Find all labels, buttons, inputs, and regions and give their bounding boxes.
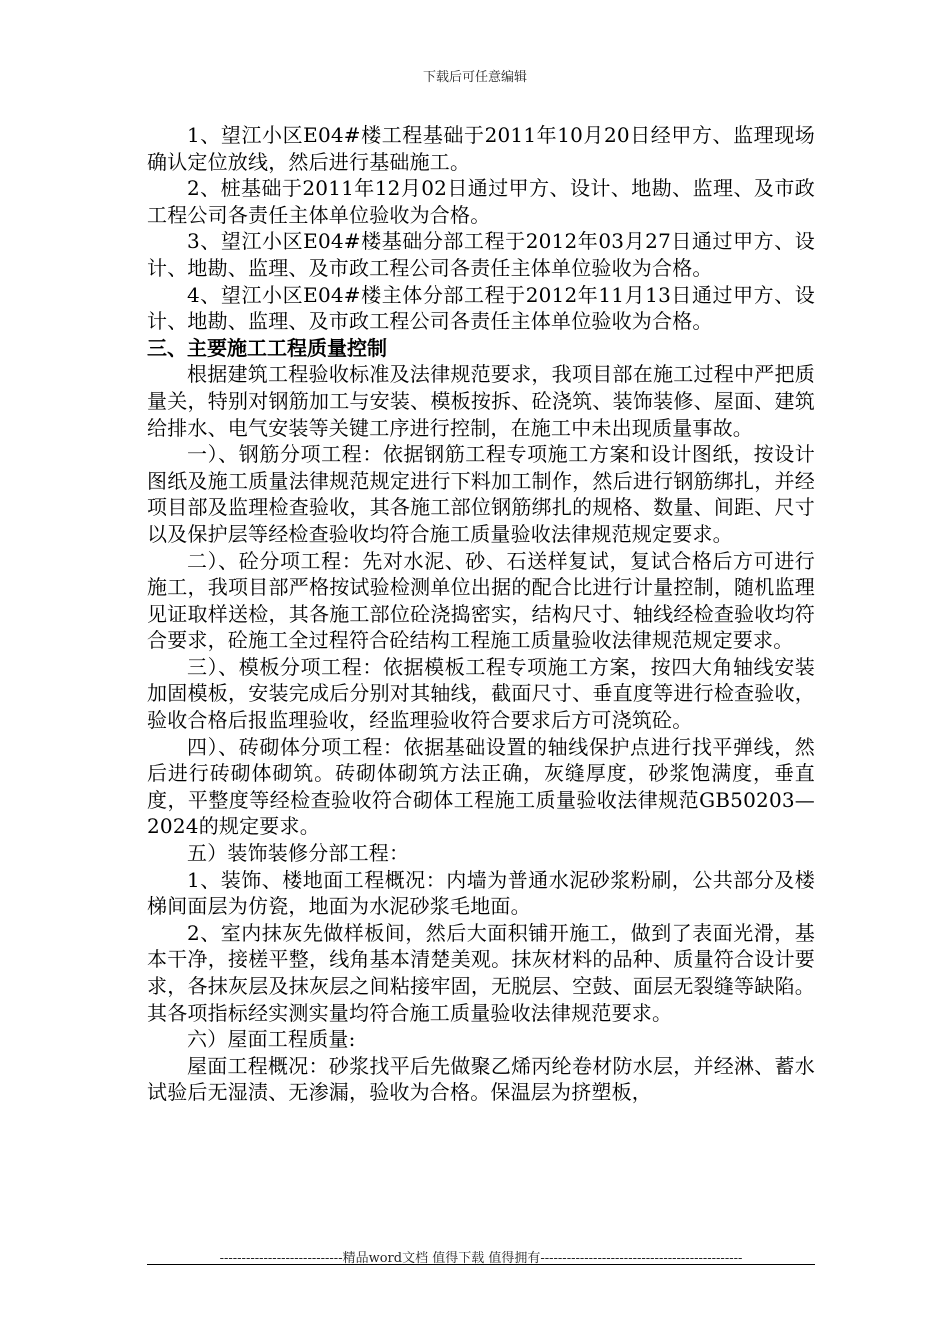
section-heading: 三、主要施工工程质量控制: [147, 335, 387, 360]
subsection-heading: 六）屋面工程质量:: [187, 1027, 356, 1052]
paragraph: 2、桩基础于2011年12月02日通过甲方、设计、地勘、监理、及市政工程公司各责任主体单位验收为合格。: [147, 176, 815, 227]
paragraph: 4、望江小区E04#楼主体分部工程于2012年11月13日通过甲方、设计、地勘、监理、及市政工程公司各责任主体单位验收为合格。: [147, 282, 815, 334]
paragraph: 2、室内抹灰先做样板间，然后大面积铺开施工，做到了表面光滑，基本干净，接槎平整，线角基本清楚美观。抹灰材料的品种、质量符合设计要求，各抹灰层及抹灰层之间粘接牢固，无脱层、空鼓、面层无裂缝等缺陷。其各项指标经实测实量均符合施工质量验收法律规范要求。: [147, 920, 815, 1025]
page-header-note: 下载后可任意编辑: [422, 70, 527, 85]
paragraph: 1、装饰、楼地面工程概况：内墙为普通水泥砂浆粉刷，公共部分及楼梯间面层为仿瓷，地面为水泥砂浆毛地面。: [147, 867, 815, 919]
paragraph: 3、望江小区E04#楼基础分部工程于2012年03月27日通过甲方、设计、地勘、监理、及市政工程公司各责任主体单位验收为合格。: [147, 229, 815, 280]
paragraph: 三）、模板分项工程：依据模板工程专项施工方案，按四大角轴线安装加固模板，安装完成后分别对其轴线，截面尺寸、垂直度等进行检查验收，验收合格后报监理验收，经监理验收符合要求后方可浇筑砼。: [147, 654, 815, 733]
footer-divider: [147, 1264, 815, 1265]
paragraph: 1、望江小区E04#楼工程基础于2011年10月20日经甲方、监理现场确认定位放线，然后进行基础施工。: [147, 123, 815, 174]
paragraph: 屋面工程概况：砂浆找平后先做聚乙烯丙纶卷材防水层，并经淋、蓄水试验后无湿渍、无渗漏，验收为合格。保温层为挤塑板，: [147, 1053, 815, 1105]
page-footer-note: ----------------------------精品word文档 值得下载 值得拥有----------------------------------------------: [219, 1251, 743, 1266]
paragraph: 一）、钢筋分项工程：依据钢筋工程专项施工方案和设计图纸，按设计图纸及施工质量法律规范规定进行下料加工制作，然后进行钢筋绑扎，并经项目部及监理检查验收，其各施工部位钢筋绑扎的规格、数量、间距、尺寸以及保护层等经检查验收均符合施工质量验收法律规范规定要求。: [147, 442, 815, 546]
document-body: [147, 122, 815, 1106]
subsection-heading: 五）装饰装修分部工程：: [187, 841, 410, 866]
paragraph: 四）、砖砌体分项工程：依据基础设置的轴线保护点进行找平弹线，然后进行砖砌体砌筑。砖砌体砌筑方法正确，灰缝厚度，砂浆饱满度，垂直度，平整度等经检查验收符合砌体工程施工质量验收法律规范GB50203—2024的规定要求。: [147, 734, 815, 839]
paragraph: 二）、砼分项工程：先对水泥、砂、石送样复试，复试合格后方可进行施工，我项目部严格按试验检测单位出据的配合比进行计量控制，随机监理见证取样送检，其各施工部位砼浇捣密实，结构尺寸、轴线经检查验收均符合要求，砼施工全过程符合砼结构工程施工质量验收法律规范规定要求。: [147, 548, 815, 653]
paragraph: 根据建筑工程验收标准及法律规范要求，我项目部在施工过程中严把质量关，特别对钢筋加工与安装、模板按拆、砼浇筑、装饰装修、屋面、建筑给排水、电气安装等关键工序进行控制，在施工中未出现质量事故。: [147, 362, 815, 440]
